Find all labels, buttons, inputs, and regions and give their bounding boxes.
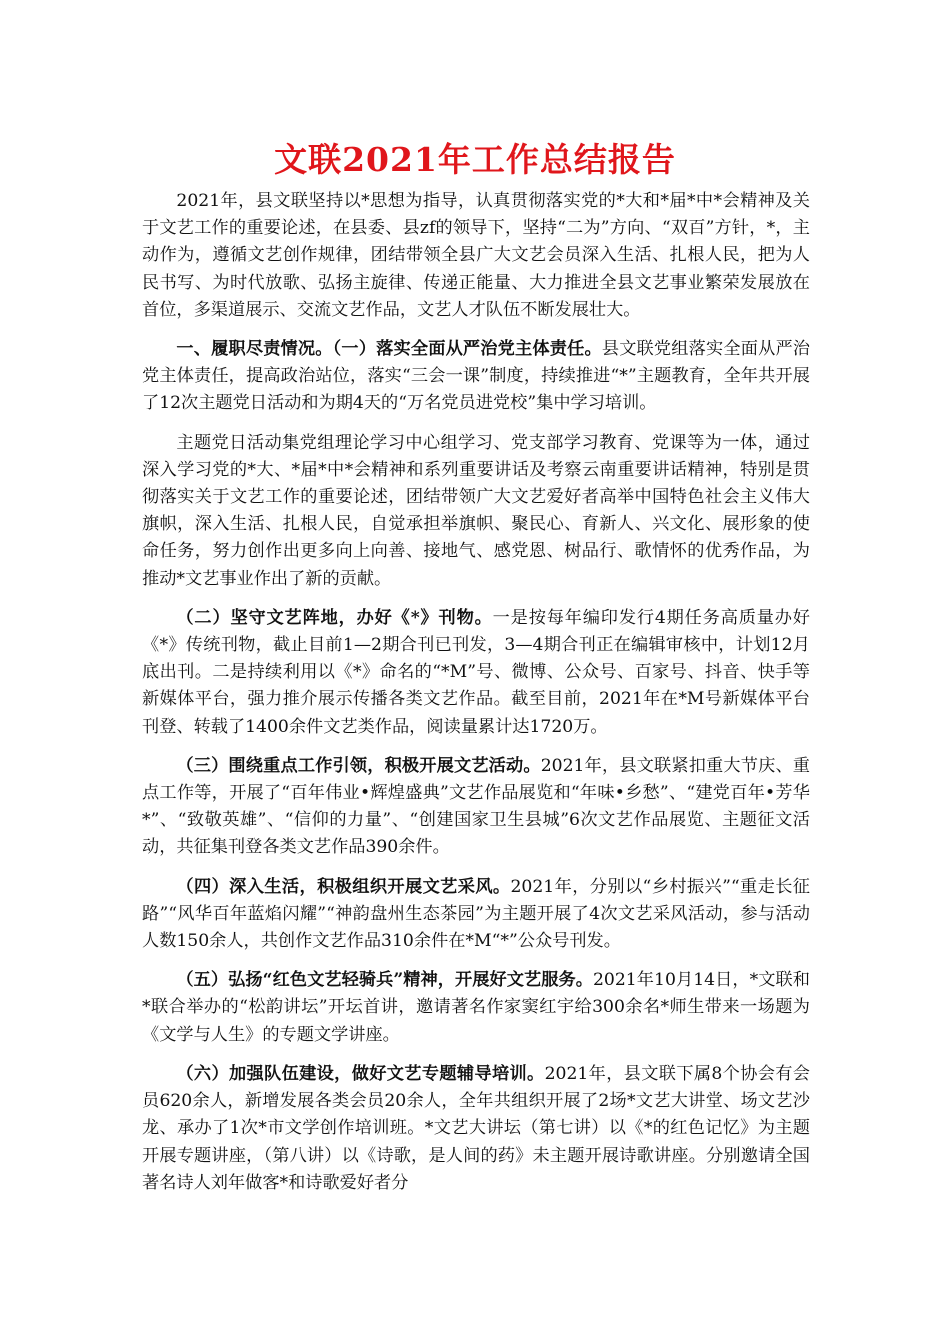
paragraph-text: 主题党日活动集党组理论学习中心组学习、党支部学习教育、党课等为一体，通过深入学习党的*大、*届*中*会精神和系列重要讲话及考察云南重要讲话精神，特别是贯彻落实关于文艺工作的重要论述，团结带领广大文艺爱好者高举中国特色社会主义伟大旗帜，深入生活、扎根人民，自觉承担举旗帜、聚民心、育新人、兴文化、展形象的使命任务，努力创作出更多向上向善、接地气、感党恩、树品行、歌情怀的优秀作品，为推动*文艺事业作出了新的贡献。 [142, 432, 810, 589]
paragraph-text: 2021年，县文联紧扣重大节庆、重点工作等，开展了“百年伟业•辉煌盛典”文艺作品展览和“年味•乡愁”、“建党百年•芳华*”、“致敬英雄”、“信仰的力量”、“创建国家卫生县城”6次文艺作品展览、主题征文活动，共征集刊登各类文艺作品390余件。 [142, 755, 810, 858]
paragraph-text: 2021年，县文联坚持以*思想为指导，认真贯彻落实党的*大和*届*中*会精神及关于文艺工作的重要论述，在县委、县zf的领导下，坚持“二为”方向、“双百”方针，*，主动作为，遵循文艺创作规律，团结带领全县广大文艺会员深入生活、扎根人民，把为人民书写、为时代放歌、弘扬主旋律、传递正能量、大力推进全县文艺事业繁荣发展放在首位，多渠道展示、交流文艺作品，文艺人才队伍不断发展壮大。 [142, 191, 810, 320]
paragraph-text: 一是按每年编印发行4期任务高质量办好《*》传统刊物，截止目前1—2期合刊已刊发，3—4期合刊正在编辑审核中，计划12月底出刊。二是持续利用以《*》命名的“*M”号、微博、公众号、百家号、抖音、快手等新媒体平台，强力推介展示传播各类文艺作品。截至目前，2021年在*M号新媒体平台刊登、转载了1400余件文艺类作品，阅读量累计达1720万。 [142, 607, 810, 737]
paragraph-text: 2021年10月14日，*文联和*联合举办的“松韵讲坛”开坛首讲，邀请著名作家窦红宇给300余名*师生带来一场题为《文学与人生》的专题文学讲座。 [142, 970, 810, 1045]
paragraph-section-1 [142, 336, 810, 418]
paragraph-heading: （四）深入生活，积极组织开展文艺采风。 [176, 876, 511, 897]
paragraph-party-activities [142, 430, 810, 593]
paragraph-section-6 [142, 1061, 810, 1197]
paragraph-intro [142, 188, 810, 324]
paragraph-text: 县文联党组落实全面从严治党主体责任，提高政治站位，落实“三会一课”制度，持续推进“*”主题教育，全年共开展了12次主题党日活动和为期4天的“万名党员进党校”集中学习培训。 [142, 339, 810, 414]
paragraph-heading: （六）加强队伍建设，做好文艺专题辅导培训。 [176, 1063, 545, 1084]
paragraph-section-3 [142, 753, 810, 862]
document-title: 文联2021年工作总结报告 [274, 140, 676, 179]
paragraph-section-4 [142, 874, 810, 956]
paragraph-heading: （二）坚守文艺阵地，办好《*》刊物。 [176, 607, 493, 628]
paragraph-text: 2021年，分别以“乡村振兴”“重走长征路”“风华百年蓝焰闪耀”“神韵盘州生态茶园”为主题开展了4次文艺采风活动，参与活动人数150余人，共创作文艺作品310余件在*M“*”公众号刊发。 [142, 876, 810, 952]
paragraph-heading: （五）弘扬“红色文艺轻骑兵”精神，开展好文艺服务。 [176, 970, 593, 991]
document-body [142, 188, 810, 1209]
paragraph-section-2 [142, 605, 810, 741]
paragraph-section-5 [142, 967, 810, 1049]
paragraph-heading: 一、履职尽责情况。（一）落实全面从严治党主体责任。 [176, 339, 602, 360]
paragraph-heading: （三）围绕重点工作引领，积极开展文艺活动。 [176, 755, 541, 776]
paragraph-text: 2021年，县文联下属8个协会有会员620余人，新增发展各类会员20余人，全年共组织开展了2场*文艺大讲堂、场文艺沙龙、承办了1次*市文学创作培训班。*文艺大讲坛（第七讲）以《*的红色记忆》为主题开展专题讲座，（第八讲）以《诗歌，是人间的药》未主题开展诗歌讲座。分别邀请全国著名诗人刘年做客*和诗歌爱好者分 [142, 1063, 810, 1193]
